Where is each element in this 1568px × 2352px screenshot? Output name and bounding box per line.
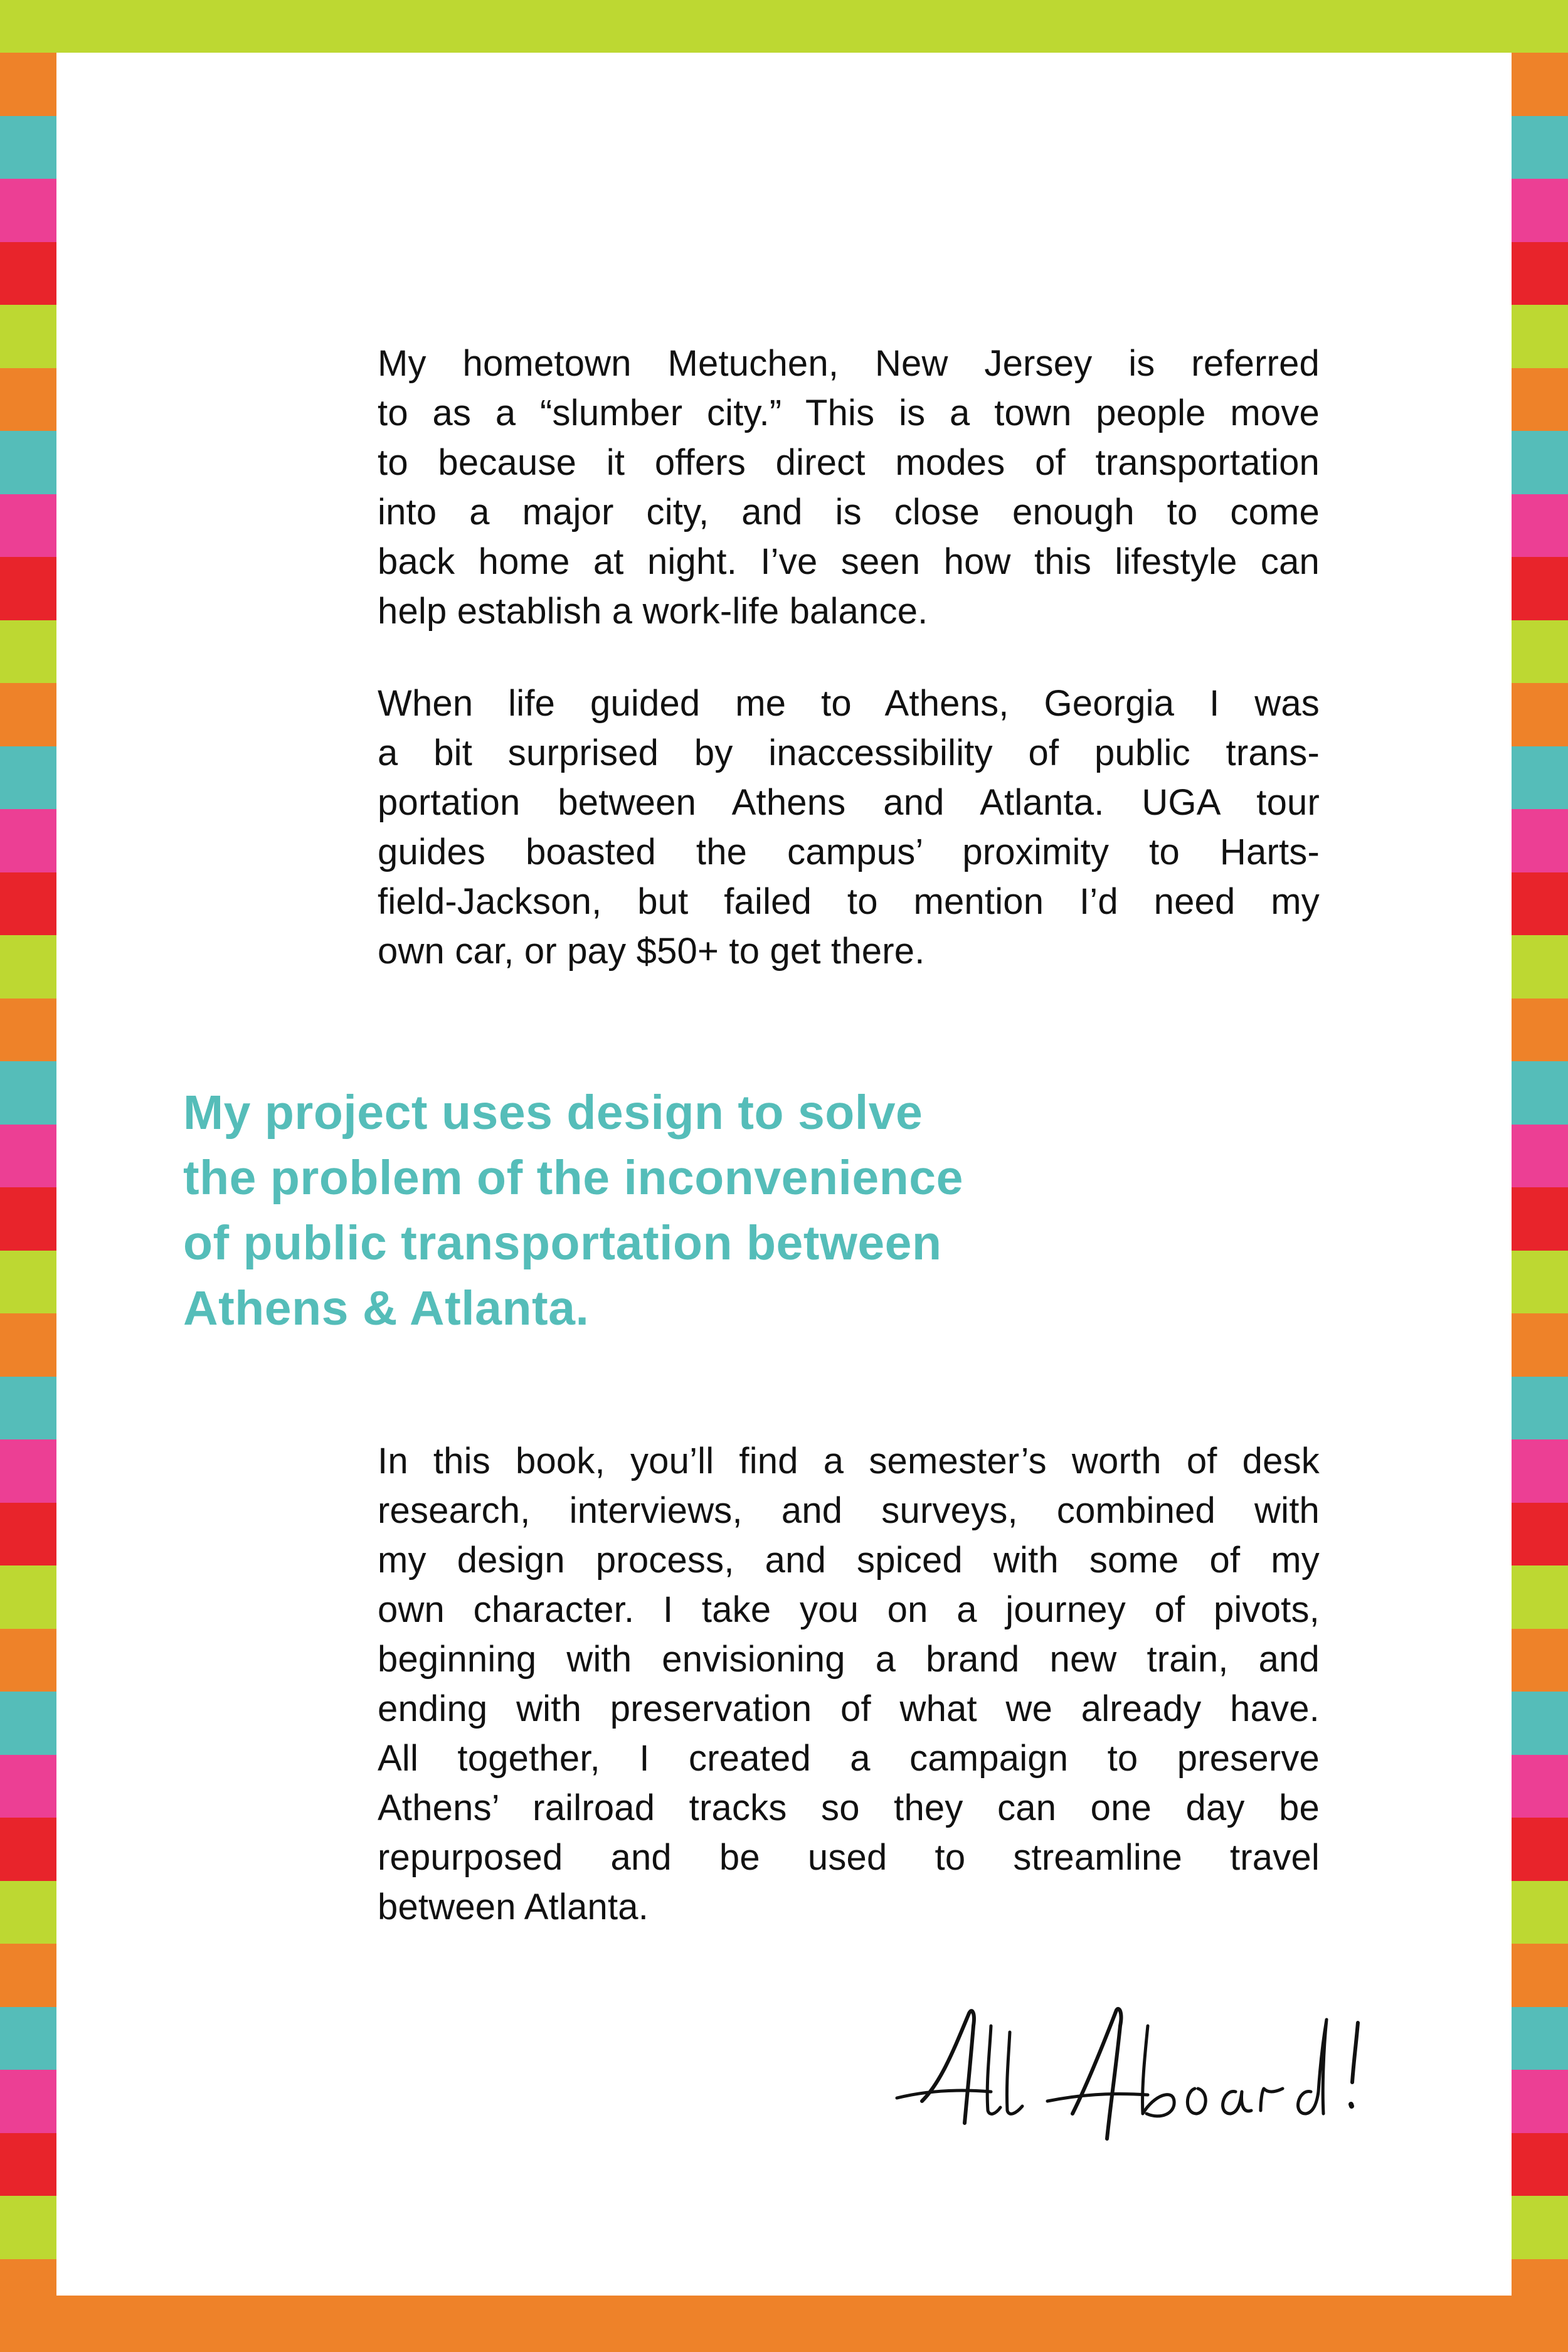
border-stripe	[1512, 116, 1568, 179]
border-stripe	[1512, 1692, 1568, 1755]
athens-line: field-Jackson, but failed to mention I’d need my	[378, 881, 1320, 922]
book-line: In this book, you’ll find a semester’s worth of desk	[378, 1441, 1320, 1481]
border-stripe	[0, 872, 56, 936]
border-stripe	[0, 1818, 56, 1881]
book-line: between Atlanta.	[378, 1887, 649, 1927]
left-striped-border	[0, 53, 56, 2296]
border-stripe	[0, 683, 56, 746]
border-stripe	[0, 809, 56, 872]
border-stripe	[1512, 620, 1568, 684]
right-striped-border	[1512, 53, 1568, 2296]
athens-line: When life guided me to Athens, Georgia I was	[378, 683, 1320, 724]
border-stripe	[1512, 683, 1568, 746]
border-stripe	[1512, 1944, 1568, 2007]
border-stripe	[0, 1125, 56, 1188]
border-stripe	[0, 1377, 56, 1440]
book-line: repurposed and be used to streamline travel	[378, 1837, 1320, 1878]
border-stripe	[0, 368, 56, 432]
book-line: Athens’ railroad tracks so they can one day be	[378, 1788, 1320, 1828]
border-stripe	[1512, 1187, 1568, 1251]
border-stripe	[0, 2196, 56, 2259]
intro-line: help establish a work-life balance.	[378, 591, 928, 632]
border-stripe	[0, 2133, 56, 2196]
border-stripe	[1512, 1377, 1568, 1440]
border-stripe	[1512, 2070, 1568, 2133]
border-stripe	[0, 1061, 56, 1125]
border-stripe	[0, 746, 56, 810]
border-stripe	[0, 557, 56, 620]
border-stripe	[1512, 746, 1568, 810]
bottom-border-bar	[0, 2296, 1568, 2352]
book-line: beginning with envisioning a brand new train, and	[378, 1639, 1320, 1680]
intro-line: My hometown Metuchen, New Jersey is referred	[378, 343, 1320, 384]
intro-line: to as a “slumber city.” This is a town people move	[378, 393, 1320, 433]
book-line: own character. I take you on a journey of pivots,	[378, 1589, 1320, 1630]
border-stripe	[0, 1944, 56, 2007]
book-line: research, interviews, and surveys, combined with	[378, 1490, 1320, 1531]
border-stripe	[0, 1629, 56, 1692]
border-stripe	[1512, 368, 1568, 432]
border-stripe	[1512, 1313, 1568, 1377]
border-stripe	[1512, 1503, 1568, 1566]
border-stripe	[1512, 431, 1568, 494]
book-line: All together, I created a campaign to preserve	[378, 1738, 1320, 1779]
border-stripe	[1512, 2196, 1568, 2259]
border-stripe	[1512, 1818, 1568, 1881]
handwritten-signature	[884, 1988, 1374, 2151]
athens-line: a bit surprised by inaccessibility of public trans-	[378, 733, 1320, 773]
border-stripe	[1512, 809, 1568, 872]
border-stripe	[0, 999, 56, 1062]
border-stripe	[0, 494, 56, 558]
border-stripe	[1512, 1251, 1568, 1314]
border-stripe	[0, 1565, 56, 1629]
border-stripe	[0, 935, 56, 999]
athens-paragraph	[378, 679, 1320, 976]
project-statement-line: the problem of the inconvenience	[183, 1151, 963, 1205]
project-statement-line: Athens & Atlanta.	[183, 1281, 590, 1335]
athens-line: own car, or pay $50+ to get there.	[378, 931, 925, 972]
border-stripe	[0, 242, 56, 305]
border-stripe	[1512, 179, 1568, 242]
top-border-bar	[0, 0, 1568, 53]
intro-line: back home at night. I’ve seen how this lifestyle can	[378, 541, 1320, 582]
athens-line: portation between Athens and Atlanta. UGA tour	[378, 782, 1320, 823]
border-stripe	[0, 179, 56, 242]
border-stripe	[1512, 1439, 1568, 1503]
border-stripe	[1512, 1565, 1568, 1629]
border-stripe	[1512, 242, 1568, 305]
border-stripe	[1512, 872, 1568, 936]
border-stripe	[0, 1503, 56, 1566]
border-stripe	[1512, 999, 1568, 1062]
border-stripe	[1512, 1125, 1568, 1188]
border-stripe	[0, 1313, 56, 1377]
book-line: my design process, and spiced with some of my	[378, 1540, 1320, 1581]
border-stripe	[1512, 1881, 1568, 1944]
border-stripe	[0, 1439, 56, 1503]
border-stripe	[0, 305, 56, 368]
border-stripe	[1512, 53, 1568, 116]
book-line: ending with preservation of what we already have.	[378, 1688, 1320, 1729]
border-stripe	[0, 116, 56, 179]
border-stripe	[0, 431, 56, 494]
project-statement-line: of public transportation between	[183, 1216, 942, 1270]
intro-paragraph	[378, 339, 1320, 636]
intro-line: to because it offers direct modes of transportation	[378, 442, 1320, 483]
project-statement-line: My project uses design to solve	[183, 1086, 923, 1140]
border-stripe	[0, 1692, 56, 1755]
border-stripe	[0, 2070, 56, 2133]
border-stripe	[0, 1881, 56, 1944]
athens-line: guides boasted the campus’ proximity to Harts-	[378, 832, 1320, 872]
border-stripe	[0, 1187, 56, 1251]
border-stripe	[1512, 1629, 1568, 1692]
border-stripe	[1512, 1755, 1568, 1818]
border-stripe	[0, 620, 56, 684]
border-stripe	[1512, 935, 1568, 999]
project-statement	[183, 1080, 1124, 1341]
border-stripe	[1512, 1061, 1568, 1125]
book-paragraph	[378, 1436, 1320, 1932]
border-stripe	[1512, 2007, 1568, 2070]
border-stripe	[1512, 557, 1568, 620]
border-stripe	[0, 1251, 56, 1314]
border-stripe	[0, 2007, 56, 2070]
border-stripe	[0, 53, 56, 116]
border-stripe	[1512, 494, 1568, 558]
border-stripe	[1512, 305, 1568, 368]
border-stripe	[0, 1755, 56, 1818]
border-stripe	[1512, 2133, 1568, 2196]
intro-line: into a major city, and is close enough to come	[378, 492, 1320, 532]
